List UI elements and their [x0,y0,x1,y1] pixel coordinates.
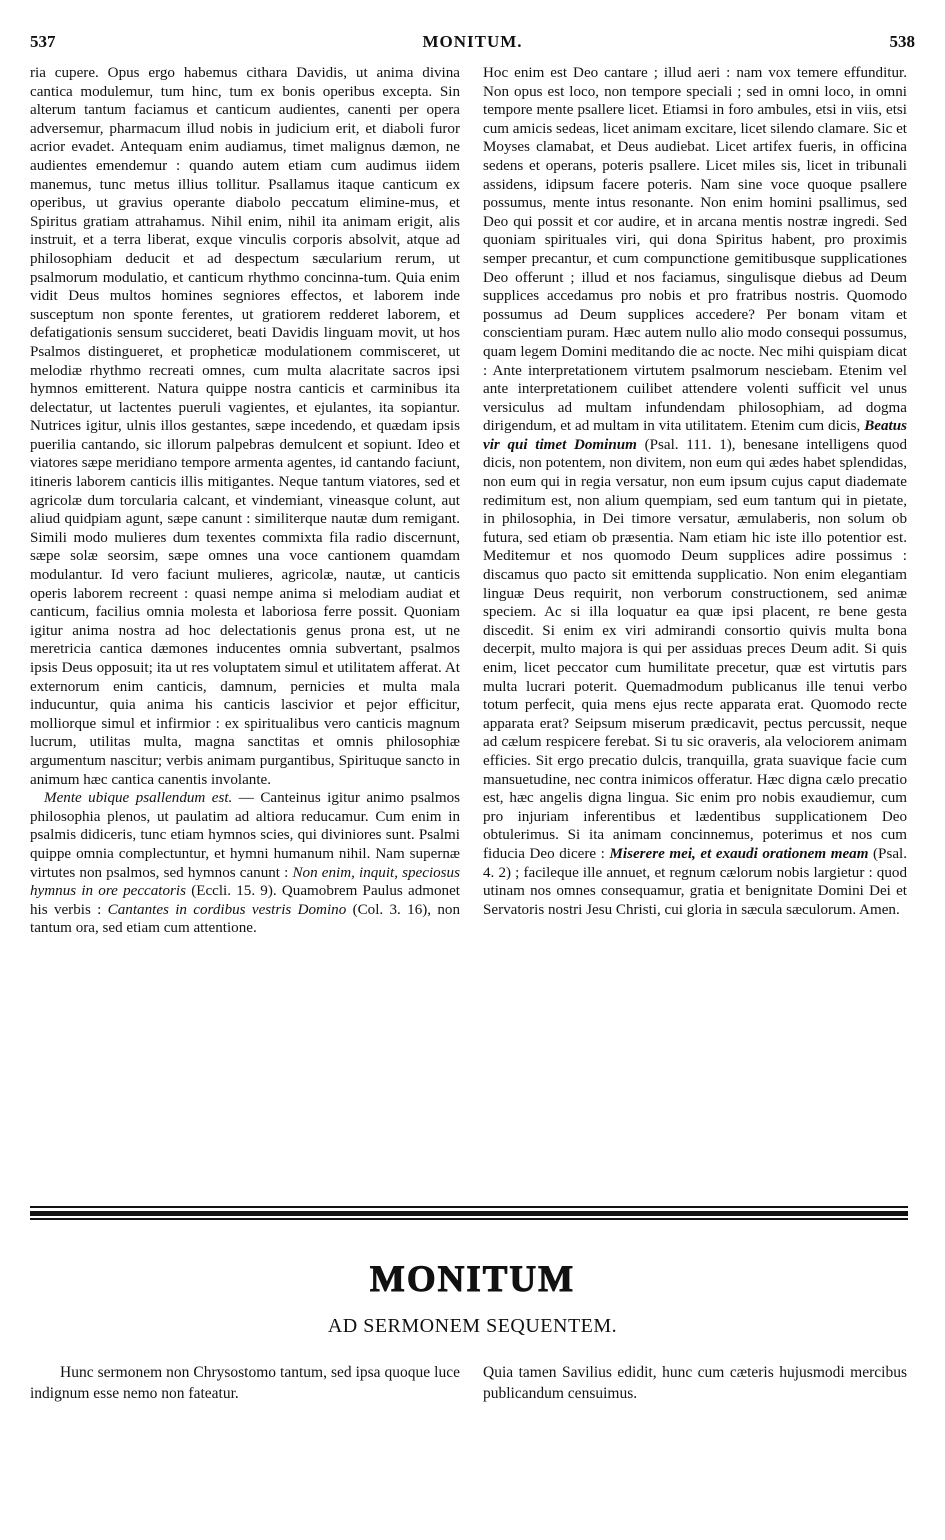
page-number-right: 538 [889,32,915,51]
text-run: Hoc enim est Deo cantare ; illud aeri : nam vox temere effunditur. Non opus est loco, non tempore speciali ; sed in omni loco, in omni tempore mente psallere licet. Etiamsi in foro ambules, etsi in viis, etsi cum amicis sedeas, licet animam excitare, licet silendo clamare. Sic et Moyses clamabat, et Deus audiebat. Licet artifex fueris, in officina sedens et operans, poteris psallere. Licet miles sis, licet in tribunali assidens, idipsum facere poteris. Nam sine voce quoque psallere possumus, mente intus resonante. Non enim homini psallimus, sed Deo qui possit et cor audire, et in arcana mentis nostræ ingredi. Sed quoniam spirituales viri, qui dona Spiritus habent, pro proximis semper precantur, et cum compunctione gemitibusque supplicationes Deo offerunt ; illud et nos faciamus, singulisque diebus ad Deum supplices accedamus pro nobis et pro fratribus nostris. Quomodo possumus ad Deum supplices accedere? Per bonam vitam et conscientiam puram. Hæc autem nullo alio modo consequi possumus, quam legem Domini meditando die ac nocte. Nec mihi quispiam dicat : Ante interpretationem virtutem psalmorum nesciebam. Etenim vel ante interpretationem cuilibet attendere volenti sufficit vel unus versiculus ad multam infundendam philosophiam, ad dogma dirigendum, et ad multam in vita utilitatem. Etenim cum dicis, [483,65,907,435]
right-paragraph [483,64,907,919]
page-number-left: 537 [30,32,56,51]
marginal-heading: Mente ubique psallendum est. [44,790,233,807]
scripture-quote: Cantantes in cordibus vestris Domino [107,901,347,918]
running-head [30,32,915,54]
scripture-quote: Non enim, inquit, speciosus hymnus in ore peccatoris [30,864,460,900]
running-title: MONITUM. [422,32,523,51]
right-column [483,64,907,919]
section-divider [30,1206,908,1220]
text-run: (Eccli. 15. 9). Quamobrem Paulus admonet his verbis : [30,883,461,918]
text-run: (Psal. 111. 1), benesane intelligens quod dicis, non potentem, non divitem, non eum qui ædes habet splendidas, non eum qui in regia versatur, non eum ipsum cujus caput diademate redimitum est, non alium quempiam, sed eum tantum qui in pietate, in philosophia, in Dei timore versatur, æmulaberis, non solum ob futura, sed etiam ob præsentia. Nam etiam hic iste illo potentior est. Meditemur et nos quomodo Deum supplices adire possimus : discamus quo pacto sit emittenda supplicatio. Non enim elegantiam linguæ Deus requirit, non verborum constructionem, sed animæ speciem. Ac si illa loquatur ea quæ ipsi placent, re bene gesta discedit. Si enim ex viri admirandi consortio quivis multa bona decerpit, multo majora is qui per assiduas preces Deum adit. Si quis enim, licet peccator cum humilitate precetur, quæ est virtutis pars multa lucrari poterit. Quemadmodum publicanus ille tenui verbo totum perfecit, quia mens ejus recte apparata erat. Quomodo recte apparata erat? Seipsum miserum prædicavit, pectus percussit, neque ad cælum respicere ferebat. Si tu sic oraveris, ala velociorem animam efficies. Sit ergo precatio dulcis, tranquilla, grata suavique facie cum mansuetudine, nec contra inimicos offeratur. Hæc digna cælo precatio est, hæc angelis digna lingua. Sic enim pro nobis exaudiemur, cum pro injuriam inferentibus et lædentibus supplicationem Deo obtulerimus. Si ita animam concinnemus, poterimus et nos cum fiducia Deo dicere : [483,436,908,862]
text-run: (Psal. 4. 2) ; facileque ille annuet, et regnum cælorum nobis largietur : quod utinam nos omnes consequamur, gratia et benignitate Domini Dei et Servatoris nostri Jesu Christi, cui gloria in sæcula sæculorum. Amen. [483,845,907,918]
scripture-quote: Beatus vir qui timet Dominum [483,418,907,453]
divider-thick-line [30,1211,908,1216]
divider-thin-line [30,1218,908,1220]
section-subtitle: AD SERMONEM SEQUENTEM. [327,1315,618,1337]
text-run: — Canteinus igitur animo psalmos philosophia plenos, ut paulatim ad altiora reducamur. Cum enim in psalmis didiceris, tunc etiam hymnos scies, qui diviniores sunt. Psalmi quippe omnia complectuntur, et hymni humanum nihil. Nam supernæ virtutes non psalmos, sed hymnos canunt : [30,790,461,881]
section-title: MONITUM [369,1259,576,1300]
intro-right: Quia tamen Savilius edidit, hunc cum cæteris hujusmodi mercibus publicandum censuimus. [483,1364,907,1402]
text-run: (Col. 3. 16), non tantum ora, sed etiam cum attentione. [30,901,461,937]
divider-thin-line [30,1206,908,1208]
scripture-quote: Miserere mei, et exaudi orationem meam [609,845,869,862]
left-paragraph-1: ria cupere. Opus ergo habemus cithara Davidis, ut anima divina cantica modulemur, tum hinc, tum ex bonis operibus excepta. Sin alterum tantum faciamus et canticum audientes, canenti per opera adversemur, pharmacum illud nobis in judicium erit, et diaboli furor acrior evadet. Antequam enim audiamus, timet malignus dæmon, ne audientes emendemur : quando autem etiam cum audimus iidem manemus, tunc metus illius tollitur. Psallamus itaque canticum ex operibus, ut gravius operante diabolo peccatum elimine-mus, et Spiritus gratiam attrahamus. Nihil enim, nihil ita animam erigit, alis instruit, et a terra liberat, exque vinculis corporis absolvit, atque ad philosophiam deducit et ad despectum sæcularium rerum, ut psalmorum modulatio, et canticum rhythmo concinna-tum. Quia enim vidit Deus multos homines segniores effectos, et laborem inde susceptum non sponte ferentes, ut gratiorem redderet laborem, et defatigationis sensum succideret, beati Davidis linguam movit, ut hos Psalmos distingueret, et propheticæ modulationem commisceret, ut melodiæ rhythmo recreati omnes, cum multa alacritate sacros ipsi hymnos emitterent. Natura quippe nostra canticis et carminibus ita delectatur, ut lactentes pueruli vagientes, et ejulantes, ita sopiantur. Nutrices igitur, ulnis illos gestantes, sæpe incedendo, et quædam ipsis puerilia cantando, sic illorum palpebras demulcent et sopiunt. Ideo et viatores sæpe meridiano tempore armenta agentes, id cantando faciunt, itineris laborem canticis illis mitigantes. Neque tantum viatores, sed et agricolæ dum torcularia calcant, et vindemiant, vineasque colunt, aut aliud quidpiam agunt, sæpe canunt : similiterque nautæ dum remigant. Simili modo mulieres dum texentes commixta fila radio discernunt, sæpe solæ seorsim, sæpe omnes una voce cantionem quamdam modulantur. Id vero faciunt mulieres, agricolæ, nautæ, ut canticis operis laborem recreent : quasi nempe anima si melodiam audiat et canticum, facilius omnia molesta et laboriosa ferre possit. Quoniam igitur anima nostra ad hoc delectationis genus prona est, ut ne meretricia cantica dæmones inducentes omnia subvertant, psalmos ipsis Deus opposuit; ita ut res voluptatem simul et utilitatem afferat. At externorum enim canticis, damnum, pernicies et multa mala inducuntur, quia anima his canticis lascivior et pejor efficitur, molliorque simul et infirmior : ex spiritualibus vero canticis magnum lucrum, utilitas multa, magna sanctitas et omnis philosophiæ argumentum nascitur; verbis animam purgantibus, Spirituque sancto in animum hæc cantica canentis involante. [30,65,460,788]
left-column [30,64,460,938]
left-paragraph-2 [30,789,460,938]
intro-left: Hunc sermonem non Chrysostomo tantum, sed ipsa quoque luce indignum esse nemo non fateatur. [30,1364,460,1402]
